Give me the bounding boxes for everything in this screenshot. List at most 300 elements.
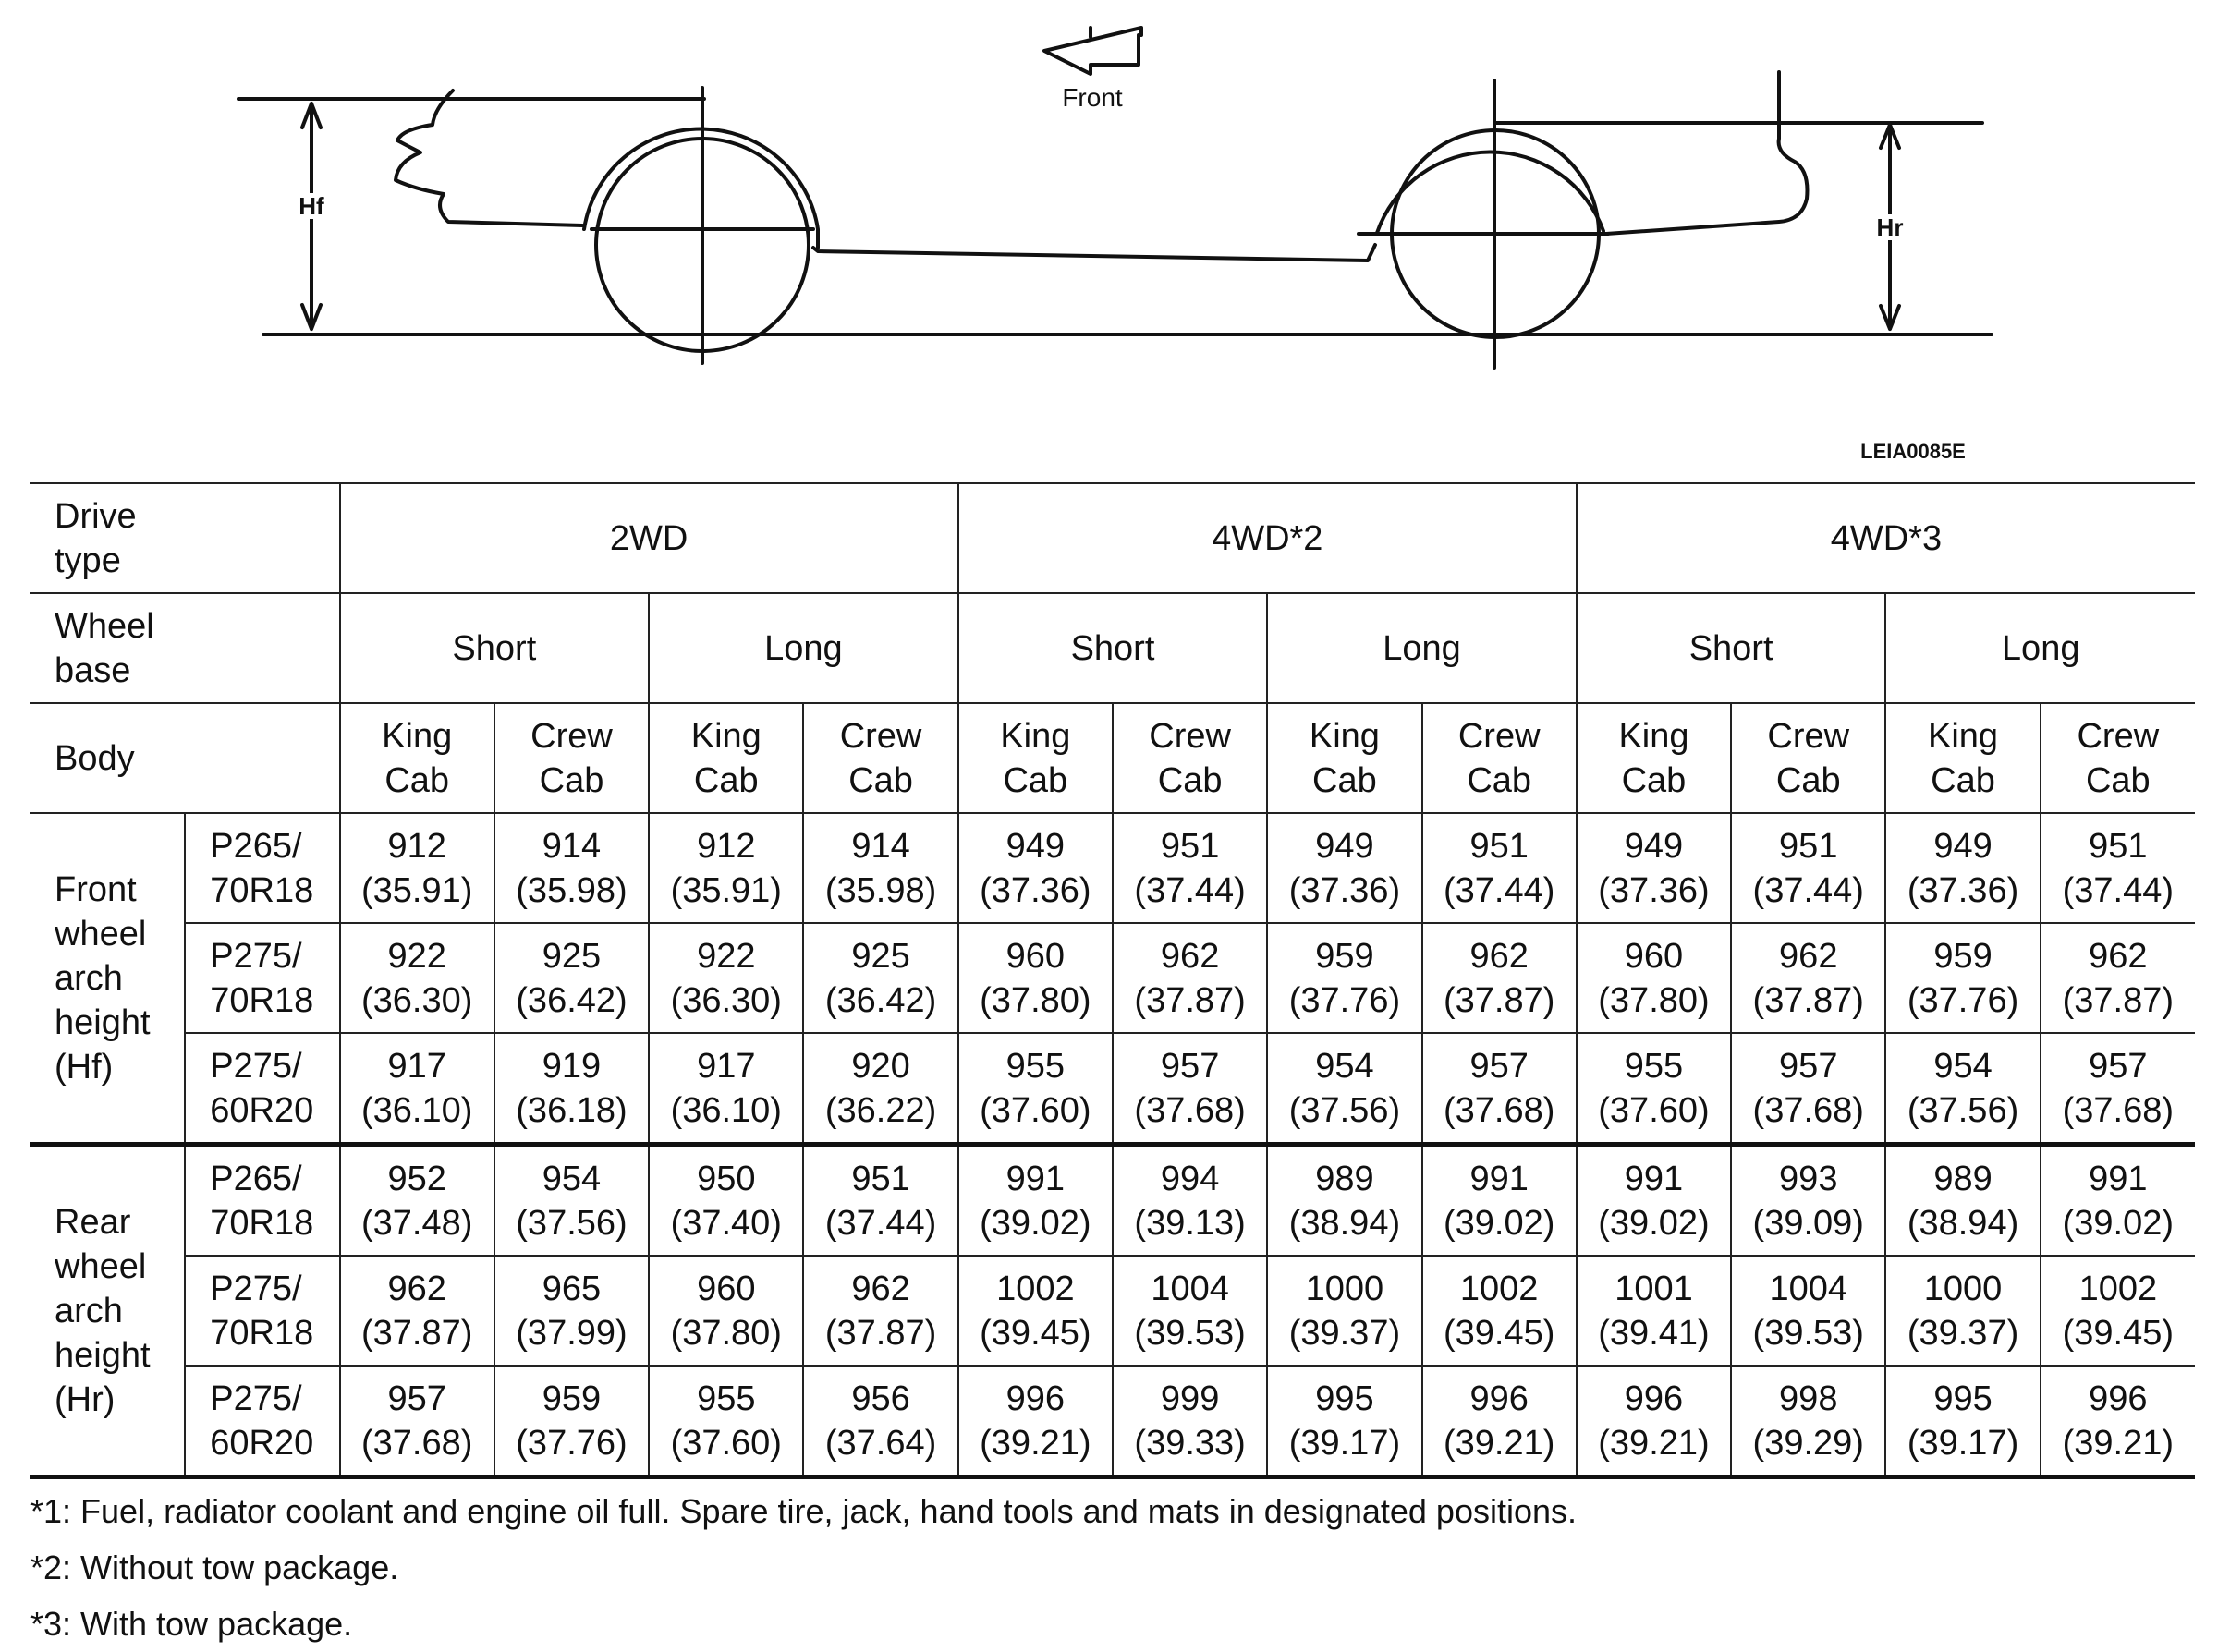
footnote-3: *3: With tow package. xyxy=(30,1605,353,1643)
cell-text: (37.36) xyxy=(980,870,1091,910)
value-cell xyxy=(1422,1033,1577,1145)
cell-text: Crew xyxy=(839,716,922,756)
cell-text: 917 xyxy=(697,1046,756,1086)
cell-text: 919 xyxy=(542,1046,602,1086)
cell-text: 1004 xyxy=(1769,1269,1848,1308)
value-cell xyxy=(1267,1366,1421,1477)
front-arrow-icon xyxy=(1044,28,1141,74)
cell-text: 959 xyxy=(1315,936,1374,976)
cell-text: 996 xyxy=(1624,1379,1684,1418)
wheel-arch-height-diagram xyxy=(0,0,2218,471)
cell-text: Wheel xyxy=(55,606,154,646)
cell-text: wheel xyxy=(55,1246,147,1286)
cell-text: 962 xyxy=(387,1269,446,1308)
cell-text: 917 xyxy=(387,1046,446,1086)
cell-text: 954 xyxy=(1933,1046,1993,1086)
cell-text: (37.40) xyxy=(670,1203,782,1243)
value-cell xyxy=(1113,1033,1267,1145)
value-cell xyxy=(340,1145,494,1257)
value-cell xyxy=(1885,1366,2040,1477)
cell-text: (39.29) xyxy=(1752,1423,1864,1463)
cell-text: 1002 xyxy=(1459,1269,1539,1308)
cell-text: 996 xyxy=(1005,1379,1066,1418)
cell-text: (39.21) xyxy=(1443,1423,1555,1463)
value-cell xyxy=(958,923,1113,1033)
cell-text: Front xyxy=(55,869,137,909)
value-cell xyxy=(340,923,494,1033)
cell-text: (37.80) xyxy=(1598,980,1710,1020)
cell-text: 70R18 xyxy=(210,1203,314,1243)
footnote-2: *2: Without tow package. xyxy=(30,1549,399,1586)
cell-text: arch xyxy=(55,1291,123,1330)
value-cell xyxy=(340,1366,494,1477)
cell-text: (37.44) xyxy=(1443,870,1555,910)
value-cell xyxy=(1113,813,1267,923)
value-cell xyxy=(1731,1256,1885,1366)
front-label: Front xyxy=(1062,83,1123,112)
value-cell xyxy=(958,1256,1113,1366)
cell-text: P265/ xyxy=(210,826,302,866)
value-cell xyxy=(1267,1033,1421,1145)
value-cell xyxy=(958,1033,1113,1145)
cell-text: 995 xyxy=(1933,1379,1993,1418)
cell-text: 991 xyxy=(1469,1159,1529,1198)
cell-text: 957 xyxy=(387,1379,446,1418)
body-cell xyxy=(1577,703,1731,813)
body-header xyxy=(30,703,340,813)
cell-text: Crew xyxy=(2077,716,2160,756)
cell-text: Cab xyxy=(1775,760,1841,800)
cell-text: 962 xyxy=(1779,936,1838,976)
cell-text: 954 xyxy=(1315,1046,1374,1086)
drive-type-cell xyxy=(1577,483,2195,593)
body-cell xyxy=(649,703,803,813)
body-cell xyxy=(958,703,1113,813)
value-cell xyxy=(1577,1256,1731,1366)
drive-type-header xyxy=(30,483,340,593)
value-cell xyxy=(803,813,957,923)
cell-text: (37.80) xyxy=(980,980,1091,1020)
cell-text: Crew xyxy=(530,716,613,756)
cell-text: Cab xyxy=(1931,760,1995,800)
cell-text: 60R20 xyxy=(210,1090,314,1130)
cell-text: 962 xyxy=(2089,936,2148,976)
value-cell xyxy=(494,1145,649,1257)
figure-code: LEIA0085E xyxy=(1860,440,1966,463)
value-cell xyxy=(494,923,649,1033)
cell-text: (39.09) xyxy=(1752,1203,1864,1243)
cell-text: (36.42) xyxy=(516,980,628,1020)
value-cell xyxy=(494,1033,649,1145)
cell-text: (37.56) xyxy=(1288,1090,1401,1130)
cell-text: Cab xyxy=(693,760,759,800)
cell-text: 991 xyxy=(2089,1159,2148,1198)
cell-text: (37.56) xyxy=(1907,1090,2019,1130)
cell-text: 991 xyxy=(1624,1159,1684,1198)
cell-text: 949 xyxy=(1624,826,1684,866)
value-cell xyxy=(1885,1256,2040,1366)
cell-text: 960 xyxy=(1624,936,1684,976)
cell-text: (37.87) xyxy=(361,1313,473,1353)
value-cell xyxy=(1422,1366,1577,1477)
value-cell xyxy=(803,1033,957,1145)
cell-text: 951 xyxy=(2089,826,2148,866)
wheelbase-header xyxy=(30,593,340,703)
cell-text: King xyxy=(1928,716,1999,756)
cell-text: (39.21) xyxy=(2062,1423,2175,1463)
cell-text: 955 xyxy=(1624,1046,1684,1086)
cell-text: (37.68) xyxy=(361,1423,473,1463)
table-row xyxy=(30,1366,2195,1477)
cell-text: (37.68) xyxy=(1752,1090,1864,1130)
body-cell xyxy=(1113,703,1267,813)
value-cell xyxy=(649,1145,803,1257)
cell-text: 1001 xyxy=(1615,1269,1693,1308)
wheelbase-cell xyxy=(649,593,958,703)
cell-text: Long xyxy=(764,628,843,668)
value-cell xyxy=(803,1366,957,1477)
cell-text: 2WD xyxy=(609,518,689,558)
cell-text: 960 xyxy=(697,1269,756,1308)
cell-text: Cab xyxy=(539,760,604,800)
cell-text: P275/ xyxy=(210,1046,302,1086)
cell-text: wheel xyxy=(55,914,147,954)
cell-text: (37.68) xyxy=(2062,1090,2175,1130)
cell-text: King xyxy=(1309,716,1380,756)
value-cell xyxy=(1885,1033,2040,1145)
cell-text: (38.94) xyxy=(1907,1203,2019,1243)
cell-text: King xyxy=(1618,716,1689,756)
cell-text: (39.45) xyxy=(980,1313,1091,1353)
value-cell xyxy=(2041,1256,2195,1366)
cell-text: (37.56) xyxy=(516,1203,628,1243)
cell-text: 1000 xyxy=(1923,1269,2003,1308)
cell-text: (37.60) xyxy=(1598,1090,1710,1130)
value-cell xyxy=(1113,1256,1267,1366)
footnotes xyxy=(30,1483,2193,1652)
wheelbase-row xyxy=(30,593,2195,703)
tire-size xyxy=(185,1366,339,1477)
table-row xyxy=(30,923,2195,1033)
cell-text: (39.41) xyxy=(1598,1313,1710,1353)
value-cell xyxy=(1885,813,2040,923)
section-label xyxy=(30,813,185,1145)
cell-text: (37.87) xyxy=(824,1313,937,1353)
cell-text: 959 xyxy=(542,1379,602,1418)
body-row xyxy=(30,703,2195,813)
cell-text: P265/ xyxy=(210,1159,302,1198)
value-cell xyxy=(649,1256,803,1366)
cell-text: 989 xyxy=(1315,1159,1374,1198)
cell-text: type xyxy=(55,541,121,580)
cell-text: 955 xyxy=(1005,1046,1066,1086)
value-cell xyxy=(1731,813,1885,923)
section-label xyxy=(30,1145,185,1477)
cell-text: 952 xyxy=(387,1159,446,1198)
cell-text: base xyxy=(55,650,131,690)
cell-text: (Hr) xyxy=(55,1379,116,1419)
cell-text: 912 xyxy=(387,826,446,866)
wheelbase-cell xyxy=(958,593,1268,703)
cell-text: (39.37) xyxy=(1907,1313,2019,1353)
cell-text: (37.44) xyxy=(1752,870,1864,910)
cell-text: 951 xyxy=(1469,826,1529,866)
cell-text: (39.53) xyxy=(1134,1313,1246,1353)
cell-text: 962 xyxy=(1469,936,1529,976)
cell-text: King xyxy=(690,716,762,756)
tire-size xyxy=(185,1145,339,1257)
value-cell xyxy=(1731,1033,1885,1145)
cell-text: 996 xyxy=(1469,1379,1529,1418)
value-cell xyxy=(1885,923,2040,1033)
value-cell xyxy=(649,813,803,923)
value-cell xyxy=(1267,1145,1421,1257)
body-cell xyxy=(803,703,957,813)
wheelbase-cell xyxy=(340,593,650,703)
value-cell xyxy=(958,1366,1113,1477)
cell-text: Cab xyxy=(1157,760,1223,800)
tire-size xyxy=(185,1256,339,1366)
cell-text: (39.45) xyxy=(1443,1313,1555,1353)
cell-text: (39.37) xyxy=(1288,1313,1401,1353)
cell-text: (37.87) xyxy=(2062,980,2175,1020)
value-cell xyxy=(958,813,1113,923)
cell-text: 70R18 xyxy=(210,980,314,1020)
cell-text: 995 xyxy=(1315,1379,1374,1418)
value-cell xyxy=(803,923,957,1033)
value-cell xyxy=(1422,923,1577,1033)
cell-text: arch xyxy=(55,958,123,998)
cell-text: (39.02) xyxy=(1443,1203,1555,1243)
cell-text: Short xyxy=(452,628,537,668)
cell-text: Cab xyxy=(1467,760,1532,800)
cell-text: 957 xyxy=(1160,1046,1220,1086)
value-cell xyxy=(494,813,649,923)
cell-text: (37.87) xyxy=(1752,980,1864,1020)
cell-text: (39.02) xyxy=(2062,1203,2175,1243)
table-row xyxy=(30,1145,2195,1257)
value-cell xyxy=(2041,813,2195,923)
table-row xyxy=(30,1256,2195,1366)
cell-text: 922 xyxy=(697,936,756,976)
value-cell xyxy=(1577,1033,1731,1145)
cell-text: (37.60) xyxy=(980,1090,1091,1130)
cell-text: (37.36) xyxy=(1288,870,1401,910)
cell-text: 70R18 xyxy=(210,870,314,910)
wheelbase-cell xyxy=(1577,593,1886,703)
tire-size xyxy=(185,813,339,923)
cell-text: (37.36) xyxy=(1907,870,2019,910)
cell-text: 925 xyxy=(542,936,602,976)
cell-text: (38.94) xyxy=(1288,1203,1401,1243)
value-cell xyxy=(1731,1145,1885,1257)
cell-text: King xyxy=(382,716,453,756)
cell-text: (37.80) xyxy=(670,1313,782,1353)
value-cell xyxy=(340,813,494,923)
cell-text: 920 xyxy=(851,1046,910,1086)
value-cell xyxy=(1577,923,1731,1033)
cell-text: 60R20 xyxy=(210,1423,314,1463)
cell-text: (39.02) xyxy=(1598,1203,1710,1243)
body-cell xyxy=(1731,703,1885,813)
cell-text: 925 xyxy=(851,936,910,976)
value-cell xyxy=(1422,1145,1577,1257)
value-cell xyxy=(803,1145,957,1257)
cell-text: Drive xyxy=(55,496,137,536)
value-cell xyxy=(1422,1256,1577,1366)
cell-text: 1000 xyxy=(1305,1269,1384,1308)
body-cell xyxy=(340,703,494,813)
cell-text: 957 xyxy=(1779,1046,1838,1086)
cell-text: Cab xyxy=(384,760,450,800)
cell-text: (37.76) xyxy=(1288,980,1401,1020)
tire-size xyxy=(185,1033,339,1145)
cell-text: (37.44) xyxy=(1134,870,1246,910)
cell-text: 989 xyxy=(1933,1159,1993,1198)
cell-text: (35.98) xyxy=(824,870,937,910)
wheelbase-cell xyxy=(1885,593,2195,703)
cell-text: Crew xyxy=(1767,716,1850,756)
cell-text: Cab xyxy=(1003,760,1068,800)
cell-text: 4WD*2 xyxy=(1212,518,1323,558)
cell-text: 912 xyxy=(697,826,756,866)
cell-text: 4WD*3 xyxy=(1830,518,1943,558)
value-cell xyxy=(2041,1033,2195,1145)
cell-text: (35.98) xyxy=(516,870,628,910)
cell-text: 914 xyxy=(851,826,910,866)
cell-text: 955 xyxy=(697,1379,756,1418)
cell-text: (37.87) xyxy=(1134,980,1246,1020)
value-cell xyxy=(1267,813,1421,923)
cell-text: 951 xyxy=(851,1159,910,1198)
cell-text: Cab xyxy=(848,760,913,800)
cell-text: P275/ xyxy=(210,936,302,976)
cell-text: Cab xyxy=(1621,760,1687,800)
tire-size xyxy=(185,923,339,1033)
value-cell xyxy=(649,1366,803,1477)
cell-text: 962 xyxy=(851,1269,910,1308)
value-cell xyxy=(1731,1366,1885,1477)
cell-text: 956 xyxy=(851,1379,910,1418)
cell-text: (37.64) xyxy=(824,1423,937,1463)
cell-text: (39.21) xyxy=(980,1423,1091,1463)
cell-text: 993 xyxy=(1779,1159,1838,1198)
cell-text: 962 xyxy=(1160,936,1220,976)
hf-label: Hf xyxy=(299,192,324,220)
cell-text: (37.76) xyxy=(516,1423,628,1463)
value-cell xyxy=(494,1256,649,1366)
cell-text: 996 xyxy=(2089,1379,2148,1418)
cell-text: height xyxy=(55,1002,151,1042)
cell-text: P275/ xyxy=(210,1269,302,1308)
cell-text: Cab xyxy=(2085,760,2151,800)
cell-text: (39.13) xyxy=(1134,1203,1246,1243)
cell-text: (36.22) xyxy=(824,1090,937,1130)
value-cell xyxy=(1577,1145,1731,1257)
cell-text: (39.21) xyxy=(1598,1423,1710,1463)
value-cell xyxy=(1731,923,1885,1033)
cell-text: Rear xyxy=(55,1202,131,1242)
cell-text: (35.91) xyxy=(361,870,473,910)
cell-text: height xyxy=(55,1335,151,1375)
cell-text: 965 xyxy=(542,1269,602,1308)
body-cell xyxy=(1885,703,2040,813)
cell-text: 999 xyxy=(1160,1379,1220,1418)
value-cell xyxy=(1267,923,1421,1033)
cell-text: (37.44) xyxy=(2062,870,2175,910)
value-cell xyxy=(1577,813,1731,923)
cell-text: (37.76) xyxy=(1907,980,2019,1020)
cell-text: 950 xyxy=(697,1159,756,1198)
cell-text: Long xyxy=(2001,628,2080,668)
cell-text: (39.17) xyxy=(1907,1423,2019,1463)
cell-text: Crew xyxy=(1149,716,1231,756)
value-cell xyxy=(2041,1366,2195,1477)
drive-type-cell xyxy=(958,483,1577,593)
value-cell xyxy=(1577,1366,1731,1477)
cell-text: (37.87) xyxy=(1443,980,1555,1020)
cell-text: 949 xyxy=(1005,826,1066,866)
cell-text: Short xyxy=(1070,628,1155,668)
table-row xyxy=(30,1033,2195,1145)
cell-text: (37.68) xyxy=(1443,1090,1555,1130)
drive-type-row xyxy=(30,483,2195,593)
cell-text: 949 xyxy=(1315,826,1374,866)
cell-text: 1002 xyxy=(2078,1269,2158,1308)
value-cell xyxy=(340,1256,494,1366)
value-cell xyxy=(494,1366,649,1477)
cell-text: 994 xyxy=(1160,1159,1220,1198)
body-cell xyxy=(1422,703,1577,813)
cell-text: (36.42) xyxy=(824,980,937,1020)
cell-text: Cab xyxy=(1312,760,1377,800)
cell-text: Body xyxy=(55,738,135,778)
cell-text: (39.53) xyxy=(1752,1313,1864,1353)
wheel-arch-height-table xyxy=(30,482,2195,1479)
value-cell xyxy=(1113,1366,1267,1477)
cell-text: (39.17) xyxy=(1288,1423,1401,1463)
cell-text: (39.33) xyxy=(1134,1423,1246,1463)
cell-text: (37.48) xyxy=(361,1203,473,1243)
value-cell xyxy=(649,923,803,1033)
cell-text: (37.36) xyxy=(1598,870,1710,910)
value-cell xyxy=(1113,1145,1267,1257)
cell-text: (Hf) xyxy=(55,1047,114,1087)
cell-text: 954 xyxy=(542,1159,602,1198)
cell-text: Crew xyxy=(1457,716,1541,756)
cell-text: 914 xyxy=(542,826,602,866)
cell-text: 957 xyxy=(2089,1046,2148,1086)
cell-text: 951 xyxy=(1160,826,1220,866)
cell-text: 991 xyxy=(1005,1159,1066,1198)
cell-text: (37.99) xyxy=(516,1313,628,1353)
value-cell xyxy=(1267,1256,1421,1366)
cell-text: 1002 xyxy=(996,1269,1075,1308)
value-cell xyxy=(1113,923,1267,1033)
cell-text: 951 xyxy=(1779,826,1838,866)
cell-text: 922 xyxy=(387,936,446,976)
cell-text: (36.18) xyxy=(516,1090,628,1130)
value-cell xyxy=(1885,1145,2040,1257)
cell-text: (37.68) xyxy=(1134,1090,1246,1130)
cell-text: (36.10) xyxy=(670,1090,782,1130)
cell-text: 960 xyxy=(1005,936,1066,976)
body-cell xyxy=(494,703,649,813)
value-cell xyxy=(2041,1145,2195,1257)
cell-text: (36.10) xyxy=(361,1090,473,1130)
cell-text: 959 xyxy=(1933,936,1993,976)
cell-text: Long xyxy=(1383,628,1461,668)
